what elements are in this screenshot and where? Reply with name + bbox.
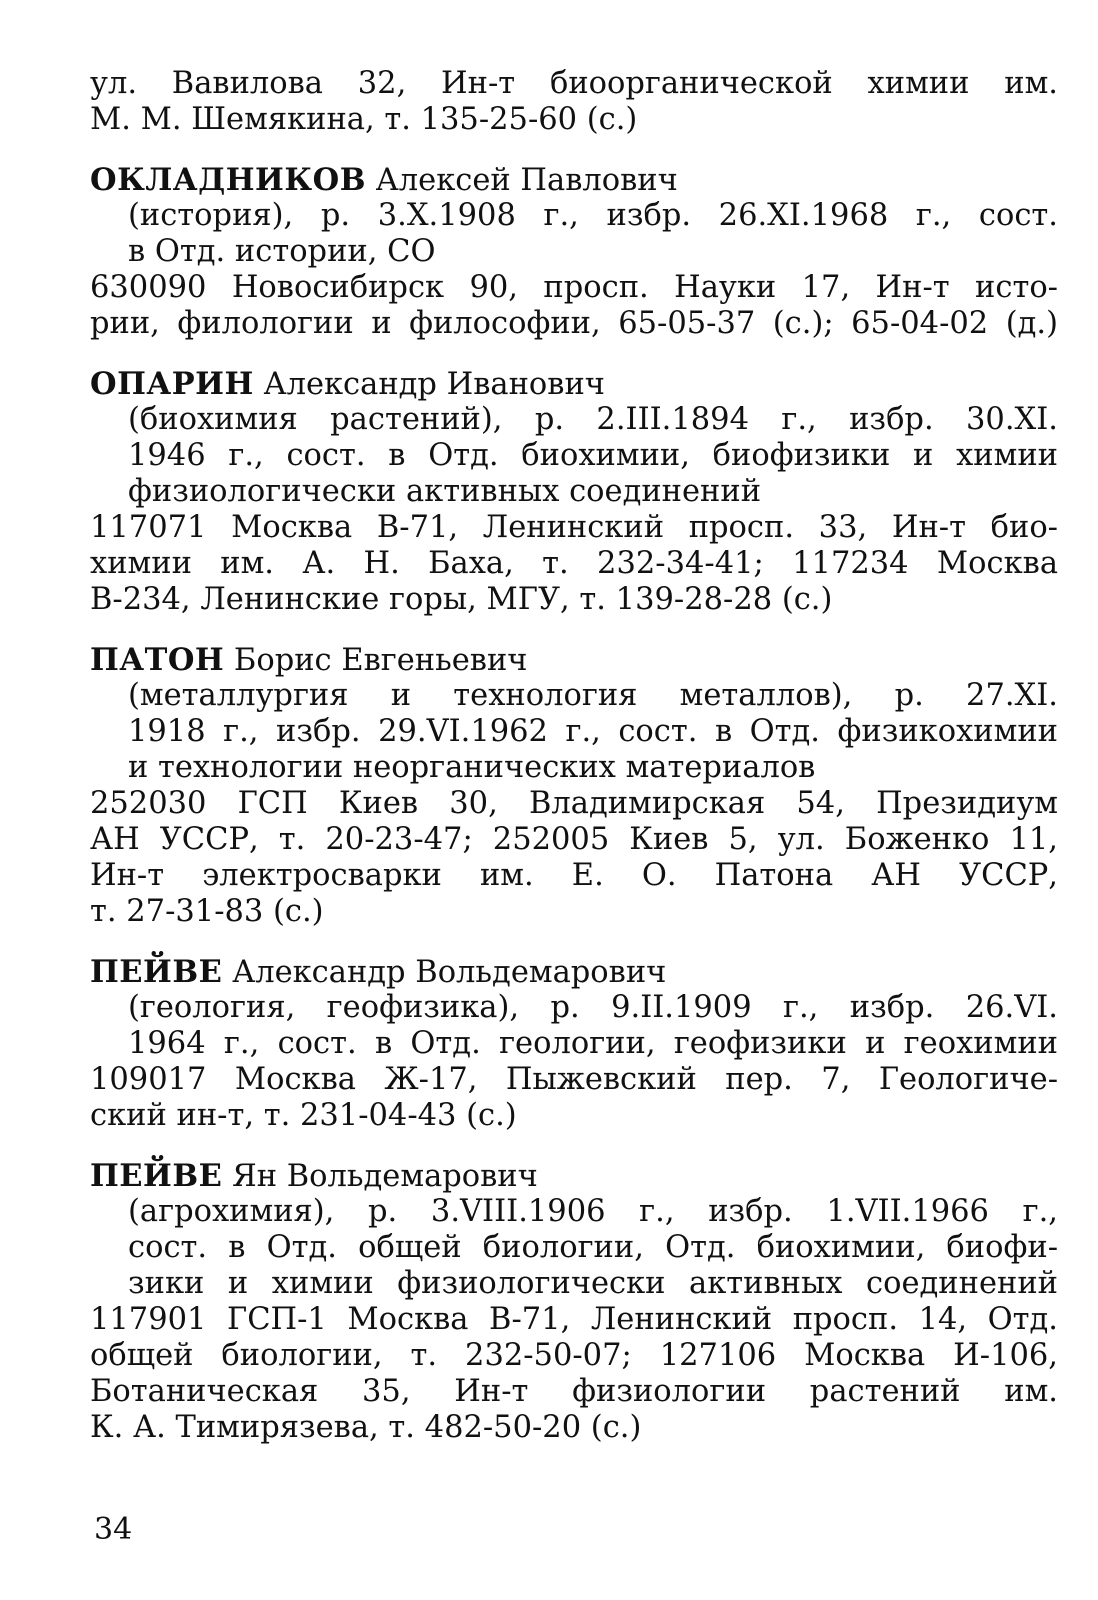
- entry-info-line: и технологии неорганических материалов: [128, 750, 816, 785]
- entry-info-line: 1964 г., сост. в Отд. геологии, геофизики и геохимии: [128, 1026, 1058, 1061]
- entry-given-names: Ян Вольдемарович: [222, 1159, 538, 1194]
- entry-given-names: Александр Иванович: [253, 367, 605, 402]
- entry-heading: [90, 954, 1058, 990]
- entry-peive-yan: [90, 1158, 1058, 1446]
- entry-heading: [90, 1158, 1058, 1194]
- entry-given-names: Алексей Павлович: [365, 163, 678, 198]
- entry-address-line: АН УССР, т. 20-23-47; 252005 Киев 5, ул. Боженко 11,: [90, 822, 1058, 857]
- entry-paton: [90, 642, 1058, 930]
- entry-oparin: [90, 366, 1058, 618]
- entry-peive-alexander: [90, 954, 1058, 1134]
- entry-address-line: рии, филологии и философии, 65-05-37 (с.); 65-04-02 (д.): [90, 306, 1058, 341]
- intro-block: [90, 66, 1058, 138]
- entry-info-line: сост. в Отд. общей биологии, Отд. биохимии, биофи-: [128, 1230, 1058, 1265]
- intro-line: М. М. Шемякина, т. 135-25-60 (с.): [90, 102, 638, 137]
- entry-info-line: (геология, геофизика), р. 9.II.1909 г., избр. 26.VI.: [128, 990, 1058, 1025]
- entry-info-line: (агрохимия), р. 3.VIII.1906 г., избр. 1.VII.1966 г.,: [128, 1194, 1058, 1229]
- entry-address-line: химии им. А. Н. Баха, т. 232-34-41; 117234 Москва: [90, 546, 1058, 581]
- entry-surname: ПЕЙВЕ: [90, 1158, 223, 1194]
- entry-address-line: 109017 Москва Ж-17, Пыжевский пер. 7, Геологиче-: [90, 1062, 1058, 1097]
- entry-address-line: Ин-т электросварки им. Е. О. Патона АН УССР,: [90, 858, 1058, 893]
- entry-address-line: В-234, Ленинские горы, МГУ, т. 139-28-28 (с.): [90, 582, 833, 617]
- entry-address-line: Ботаническая 35, Ин-т физиологии растений им.: [90, 1374, 1058, 1409]
- entry-info-line: (история), р. 3.X.1908 г., избр. 26.XI.1968 г., сост.: [128, 198, 1058, 233]
- entry-info-line: зики и химии физиологически активных соединений: [128, 1266, 1058, 1301]
- entry-heading: [90, 162, 1058, 198]
- entry-surname: ПАТОН: [90, 642, 225, 678]
- entry-address-line: общей биологии, т. 232-50-07; 127106 Москва И-106,: [90, 1338, 1058, 1373]
- directory-page: [90, 66, 1058, 1446]
- entry-okladnikov: [90, 162, 1058, 342]
- entry-info-line: 1918 г., избр. 29.VI.1962 г., сост. в Отд. физикохимии: [128, 714, 1058, 749]
- page-number: 34: [94, 1512, 133, 1547]
- entry-info-line: физиологически активных соединений: [128, 474, 762, 509]
- entry-address-line: 252030 ГСП Киев 30, Владимирская 54, Президиум: [90, 786, 1058, 821]
- entry-heading: [90, 366, 1058, 402]
- intro-line: ул. Вавилова 32, Ин-т биоорганической химии им.: [90, 66, 1058, 101]
- entry-address-line: ский ин-т, т. 231-04-43 (с.): [90, 1098, 517, 1133]
- entry-heading: [90, 642, 1058, 678]
- entry-surname: ОКЛАДНИКОВ: [90, 162, 366, 198]
- entry-address-line: 630090 Новосибирск 90, просп. Науки 17, Ин-т исто-: [90, 270, 1058, 305]
- entry-given-names: Борис Евгеньевич: [224, 643, 528, 678]
- entry-address-line: К. А. Тимирязева, т. 482-50-20 (с.): [90, 1410, 642, 1445]
- entry-info-line: (металлургия и технология металлов), р. 27.XI.: [128, 678, 1058, 713]
- entry-address-line: т. 27-31-83 (с.): [90, 894, 324, 929]
- entry-info-line: (биохимия растений), р. 2.III.1894 г., избр. 30.XI.: [128, 402, 1058, 437]
- entry-info-line: 1946 г., сост. в Отд. биохимии, биофизики и химии: [128, 438, 1058, 473]
- entry-info-line: в Отд. истории, СО: [128, 234, 436, 269]
- entry-address-line: 117071 Москва В-71, Ленинский просп. 33, Ин-т био-: [90, 510, 1058, 545]
- entry-address-line: 117901 ГСП-1 Москва В-71, Ленинский просп. 14, Отд.: [90, 1302, 1058, 1337]
- entry-surname: ОПАРИН: [90, 366, 254, 402]
- entry-given-names: Александр Вольдемарович: [222, 955, 667, 990]
- entry-surname: ПЕЙВЕ: [90, 954, 223, 990]
